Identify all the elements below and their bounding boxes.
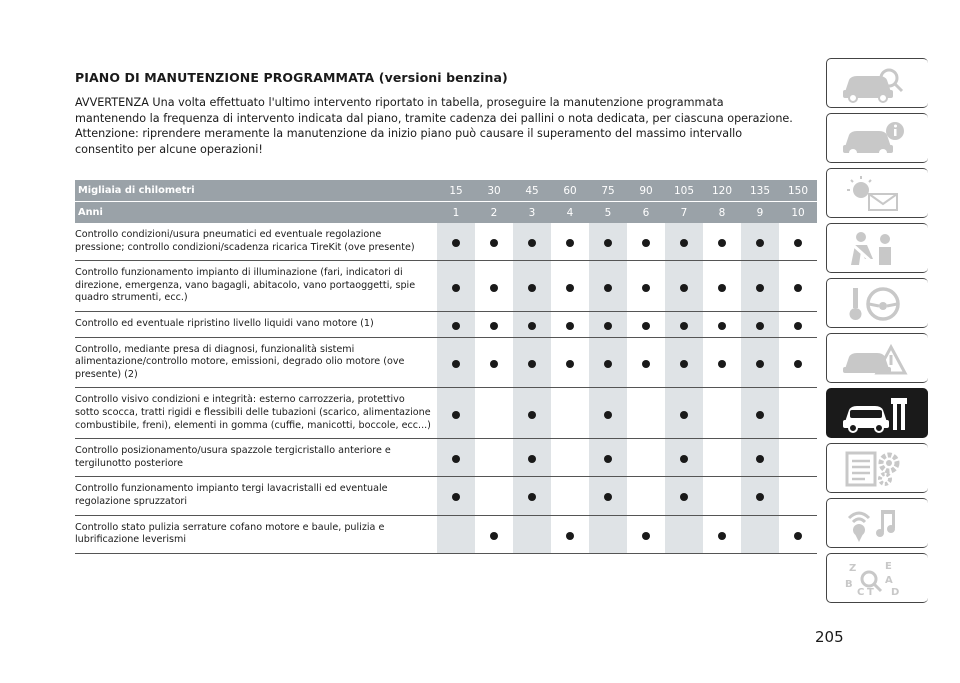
schedule-cell [779,337,817,388]
chapter-tab-alphabetical-index[interactable] [826,553,928,603]
years-header-cell: 9 [741,202,779,224]
table-row [75,388,817,439]
schedule-cell [665,337,703,388]
scheduled-dot-icon [642,322,650,330]
scheduled-dot-icon [490,360,498,368]
schedule-cell [513,477,551,515]
km-header-cell: 45 [513,180,551,202]
chapter-tab-safety-airbag[interactable] [826,223,928,273]
km-header-cell: 105 [665,180,703,202]
scheduled-dot-icon [490,322,498,330]
table-row [75,311,817,337]
table-row [75,477,817,515]
schedule-cell [703,439,741,477]
scheduled-dot-icon [528,455,536,463]
schedule-cell [665,223,703,261]
chapter-tab-steering-key[interactable] [826,278,928,328]
schedule-cell [437,337,475,388]
scheduled-dot-icon [756,360,764,368]
scheduled-dot-icon [604,411,612,419]
scheduled-dot-icon [794,239,802,247]
scheduled-dot-icon [566,239,574,247]
schedule-cell [703,223,741,261]
chapter-tab-warning-lights[interactable] [826,168,928,218]
schedule-cell [513,223,551,261]
years-header-cell: 8 [703,202,741,224]
schedule-cell [551,439,589,477]
scheduled-dot-icon [680,322,688,330]
schedule-cell [741,515,779,553]
operation-label: Controllo funzionamento impianto di illuminazione (fari, indicatori di direzione, emergenza, vano bagagli, abitacolo, vano portaoggetti, spie quadro strumenti, ecc.) [75,261,437,312]
years-header-cell: 5 [589,202,627,224]
schedule-cell [665,477,703,515]
schedule-cell [779,261,817,312]
years-header-cell: 1 [437,202,475,224]
scheduled-dot-icon [528,239,536,247]
schedule-cell [627,515,665,553]
scheduled-dot-icon [680,493,688,501]
years-header-cell: 6 [627,202,665,224]
scheduled-dot-icon [756,455,764,463]
scheduled-dot-icon [604,360,612,368]
years-header-cell: 10 [779,202,817,224]
schedule-cell [437,311,475,337]
schedule-cell [475,261,513,312]
scheduled-dot-icon [452,239,460,247]
scheduled-dot-icon [604,322,612,330]
schedule-cell [475,337,513,388]
schedule-cell [741,337,779,388]
schedule-cell [513,515,551,553]
years-header-cell: 7 [665,202,703,224]
schedule-cell [475,439,513,477]
scheduled-dot-icon [680,411,688,419]
scheduled-dot-icon [452,493,460,501]
scheduled-dot-icon [604,284,612,292]
table-row [75,223,817,261]
scheduled-dot-icon [680,360,688,368]
scheduled-dot-icon [452,322,460,330]
schedule-cell [437,388,475,439]
scheduled-dot-icon [528,411,536,419]
schedule-cell [513,337,551,388]
chapter-tab-specs-gear[interactable] [826,443,928,493]
chapter-tab-car-emergency[interactable] [826,333,928,383]
scheduled-dot-icon [566,360,574,368]
scheduled-dot-icon [604,455,612,463]
scheduled-dot-icon [718,532,726,540]
schedule-cell [475,477,513,515]
km-header-cell: 75 [589,180,627,202]
schedule-cell [475,223,513,261]
scheduled-dot-icon [490,284,498,292]
scheduled-dot-icon [604,493,612,501]
km-header-cell: 120 [703,180,741,202]
scheduled-dot-icon [680,455,688,463]
scheduled-dot-icon [794,532,802,540]
schedule-cell [741,439,779,477]
km-header-cell: 30 [475,180,513,202]
scheduled-dot-icon [642,239,650,247]
schedule-cell [589,388,627,439]
scheduled-dot-icon [794,360,802,368]
schedule-cell [703,261,741,312]
schedule-cell [589,337,627,388]
schedule-cell [437,439,475,477]
schedule-cell [551,261,589,312]
schedule-cell [779,477,817,515]
schedule-cell [475,515,513,553]
schedule-cell [551,223,589,261]
schedule-cell [513,388,551,439]
operation-label: Controllo posizionamento/usura spazzole tergicristallo anteriore e tergilunotto posteriore [75,439,437,477]
table-row [75,261,817,312]
schedule-cell [551,337,589,388]
schedule-cell [437,223,475,261]
km-header-row [75,180,817,202]
schedule-cell [627,311,665,337]
schedule-cell [475,388,513,439]
operation-label: Controllo condizioni/usura pneumatici ed eventuale regolazione pressione; controllo condizioni/scadenza ricarica TireKit (ove presente) [75,223,437,261]
scheduled-dot-icon [680,284,688,292]
schedule-cell [437,515,475,553]
schedule-cell [551,311,589,337]
scheduled-dot-icon [794,284,802,292]
schedule-cell [741,311,779,337]
km-header-cell: 150 [779,180,817,202]
svg-text:B: B [845,579,853,590]
warning-paragraph: AVVERTENZA Una volta effettuato l'ultimo intervento riportato in tabella, proseguire la manutenzione programmata mantenendo la frequenza di intervento indicata dal piano, tramite cadenza dei pallini o nota dedicata, per ciascuna operazione. Attenzione: riprendere meramente la manutenzione da inizio piano può causare il superamento del massimo intervallo consentito per alcune operazioni! [75,96,793,156]
km-header-cell: 135 [741,180,779,202]
schedule-cell [703,337,741,388]
schedule-cell [627,261,665,312]
scheduled-dot-icon [490,239,498,247]
scheduled-dot-icon [642,532,650,540]
schedule-cell [551,388,589,439]
operation-label: Controllo, mediante presa di diagnosi, funzionalità sistemi alimentazione/controllo motore, emissioni, degrado olio motore (ove presente) (2) [75,337,437,388]
svg-text:D: D [891,587,900,598]
schedule-cell [627,337,665,388]
schedule-cell [665,311,703,337]
operation-label: Controllo funzionamento impianto tergi lavacristalli ed eventuale regolazione spruzzatori [75,477,437,515]
table-row [75,515,817,553]
scheduled-dot-icon [718,360,726,368]
schedule-cell [513,261,551,312]
schedule-cell [627,223,665,261]
schedule-cell [779,223,817,261]
schedule-cell [665,439,703,477]
km-header-label: Migliaia di chilometri [75,180,437,202]
schedule-cell [475,311,513,337]
schedule-cell [551,515,589,553]
schedule-cell [741,477,779,515]
schedule-cell [703,388,741,439]
years-header-cell: 4 [551,202,589,224]
schedule-cell [589,515,627,553]
schedule-cell [779,311,817,337]
schedule-cell [627,439,665,477]
schedule-cell [741,388,779,439]
scheduled-dot-icon [718,284,726,292]
chapter-tab-car-info[interactable] [826,113,928,163]
km-header-cell: 90 [627,180,665,202]
schedule-cell [513,311,551,337]
schedule-cell [703,477,741,515]
scheduled-dot-icon [528,284,536,292]
schedule-cell [665,515,703,553]
scheduled-dot-icon [718,239,726,247]
scheduled-dot-icon [452,284,460,292]
scheduled-dot-icon [680,239,688,247]
schedule-cell [741,223,779,261]
chapter-tab-car-maintenance[interactable] [826,388,928,438]
page-title: PIANO DI MANUTENZIONE PROGRAMMATA (versioni benzina) [75,70,508,85]
schedule-cell [779,515,817,553]
schedule-cell [627,477,665,515]
svg-text:Z: Z [849,563,857,574]
scheduled-dot-icon [794,322,802,330]
scheduled-dot-icon [642,360,650,368]
scheduled-dot-icon [490,532,498,540]
km-header-cell: 15 [437,180,475,202]
svg-text:C: C [857,587,865,598]
scheduled-dot-icon [566,284,574,292]
scheduled-dot-icon [756,322,764,330]
chapter-tab-multimedia[interactable] [826,498,928,548]
years-header-row [75,202,817,224]
schedule-cell [779,388,817,439]
schedule-cell [437,261,475,312]
schedule-cell [779,439,817,477]
years-header-cell: 2 [475,202,513,224]
operation-label: Controllo stato pulizia serrature cofano motore e baule, pulizia e lubrificazione leverismi [75,515,437,553]
scheduled-dot-icon [642,284,650,292]
schedule-cell [703,311,741,337]
scheduled-dot-icon [566,532,574,540]
scheduled-dot-icon [528,322,536,330]
schedule-cell [665,388,703,439]
schedule-cell [589,477,627,515]
scheduled-dot-icon [528,360,536,368]
schedule-cell [665,261,703,312]
table-row [75,439,817,477]
years-header-label: Anni [75,202,437,224]
scheduled-dot-icon [452,411,460,419]
schedule-cell [513,439,551,477]
schedule-cell [741,261,779,312]
scheduled-dot-icon [718,322,726,330]
schedule-cell [589,223,627,261]
svg-text:T: T [867,587,874,598]
operation-label: Controllo visivo condizioni e integrità: esterno carrozzeria, protettivo sotto scocca, tratti rigidi e flessibili delle tubazioni (scarico, alimentazione combustibile, freni), elementi in gomma (cuffie, manicotti, boccole, ecc...) [75,388,437,439]
scheduled-dot-icon [756,493,764,501]
schedule-cell [589,261,627,312]
scheduled-dot-icon [756,284,764,292]
scheduled-dot-icon [566,322,574,330]
scheduled-dot-icon [756,411,764,419]
scheduled-dot-icon [452,360,460,368]
scheduled-dot-icon [756,239,764,247]
table-row [75,337,817,388]
maintenance-table [75,180,817,554]
page-number: 205 [815,628,844,646]
scheduled-dot-icon [452,455,460,463]
operation-label: Controllo ed eventuale ripristino livello liquidi vano motore (1) [75,311,437,337]
scheduled-dot-icon [528,493,536,501]
schedule-cell [589,439,627,477]
svg-text:A: A [885,575,893,586]
schedule-cell [703,515,741,553]
km-header-cell: 60 [551,180,589,202]
years-header-cell: 3 [513,202,551,224]
schedule-cell [627,388,665,439]
scheduled-dot-icon [604,239,612,247]
schedule-cell [589,311,627,337]
schedule-cell [551,477,589,515]
schedule-cell [437,477,475,515]
svg-text:E: E [885,561,892,572]
chapter-tab-car-search[interactable] [826,58,928,108]
